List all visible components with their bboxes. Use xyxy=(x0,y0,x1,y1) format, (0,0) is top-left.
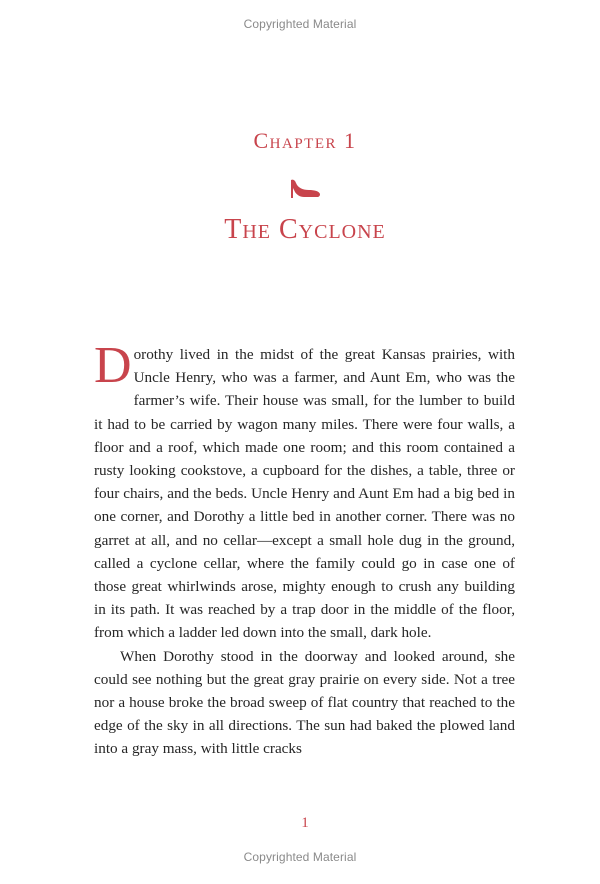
paragraph-2: When Dorothy stood in the doorway and looked around, she could see nothing but the great gray prairie on every side. Not a tree nor a house broke the broad sweep of flat country that reached to the edge of the sky in all directions. The sun had baked the plowed land into a gray mass, with little cracks xyxy=(94,647,515,758)
copyright-watermark-top: Copyrighted Material xyxy=(243,17,357,31)
paragraph-1-text: orothy lived in the midst of the great Kansas prairies, with Uncle Henry, who was a farmer, and Aunt Em, who was the farmer’s wife. Their house was small, for the lumber to build it had to be carried by wagon many miles. There were four walls, a floor and a roof, which made one room; and this room contained a rusty looking cookstove, a cupboard for the dishes, a table, three or four chairs, and the beds. Uncle Henry and Aunt Em had a big bed in one corner, and Dorothy a little bed in another corner. There was no garret at all, and no cellar—except a small hole dug in the ground, called a cyclone cellar, where the family could go in case one of those great whirlwinds arose, mighty enough to crush any building in its path. It was reached by a trap door in the middle of the floor, from which a ladder led down into the small, dark hole. xyxy=(94,346,515,642)
chapter-title: The Cyclone xyxy=(224,214,386,245)
chapter-number: Chapter 1 xyxy=(253,128,357,153)
chapter-body xyxy=(94,337,515,761)
copyright-watermark-bottom: Copyrighted Material xyxy=(243,850,357,864)
page-number: 1 xyxy=(301,815,309,831)
paragraph-1 xyxy=(94,337,515,645)
high-heel-shoe-icon xyxy=(288,176,322,200)
drop-cap: D xyxy=(94,337,132,394)
